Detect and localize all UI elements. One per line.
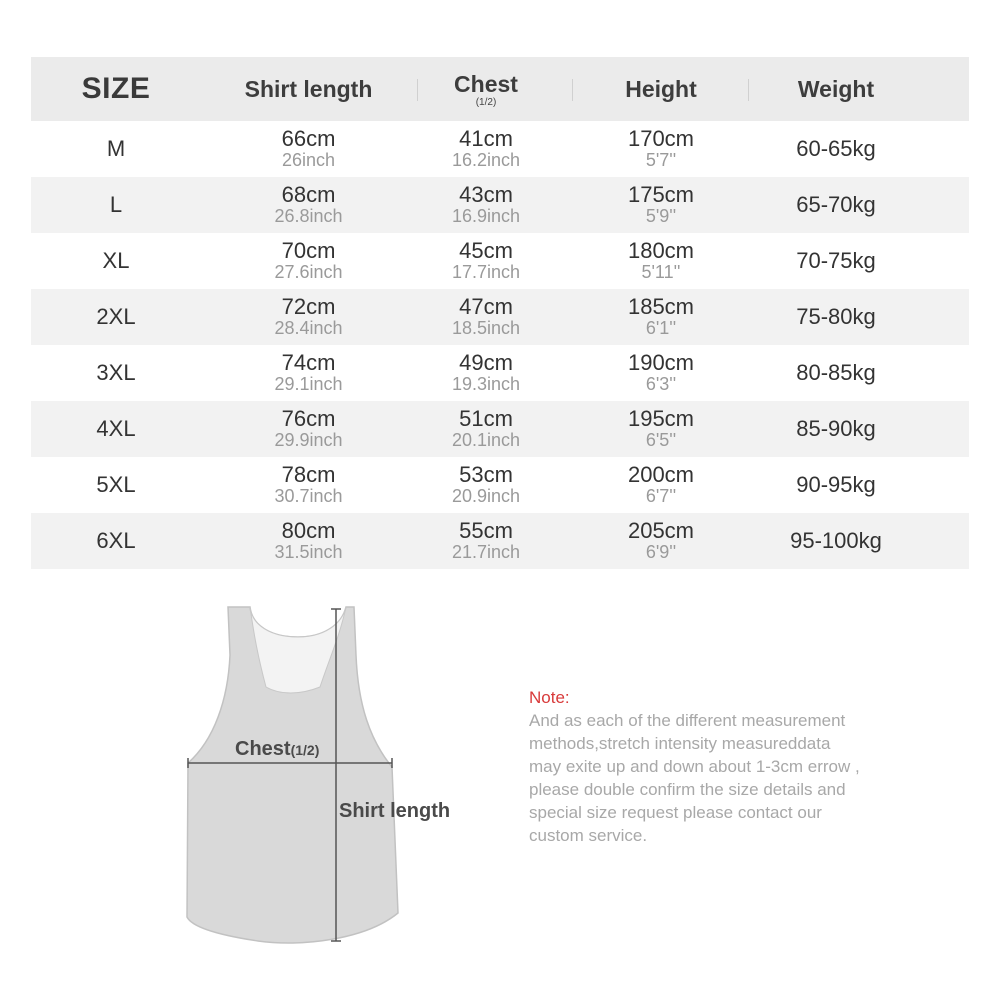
note-line: methods,stretch intensity measureddata: [529, 734, 831, 753]
size-value: 2XL: [96, 304, 136, 329]
chest-inch: 19.3inch: [451, 374, 521, 394]
chest-inch: 17.7inch: [451, 262, 521, 282]
chest-inch: 20.9inch: [451, 486, 521, 506]
chest-inch: 18.5inch: [451, 318, 521, 338]
size-value: 6XL: [96, 528, 136, 553]
note-line: special size request please contact our: [529, 803, 822, 822]
weight-value: 75-80kg: [796, 304, 876, 329]
chest-cm: 49cm: [459, 350, 513, 375]
chest-cm: 43cm: [459, 182, 513, 207]
header-chest: [401, 57, 571, 121]
height-cm: 200cm: [627, 462, 695, 487]
table-row: [31, 121, 969, 177]
header-shirt-length-label: Shirt length: [244, 75, 373, 102]
height-ft: 6'9'': [645, 542, 677, 562]
header-size: [31, 57, 201, 121]
length-cm: 80cm: [281, 518, 336, 543]
table-row: [31, 513, 969, 569]
header-height: [576, 57, 746, 121]
size-value: L: [109, 192, 123, 217]
length-inch: 29.1inch: [274, 374, 343, 394]
size-value: XL: [102, 248, 130, 273]
table-row: [31, 401, 969, 457]
height-cm: 190cm: [627, 350, 695, 375]
size-value: 4XL: [96, 416, 136, 441]
note-line: And as each of the different measurement: [529, 711, 846, 730]
length-inch: 28.4inch: [274, 318, 343, 338]
length-inch: 29.9inch: [274, 430, 343, 450]
chest-inch: 21.7inch: [451, 542, 521, 562]
weight-value: 85-90kg: [796, 416, 876, 441]
length-diagram-label: Shirt length: [339, 800, 451, 822]
height-cm: 205cm: [627, 518, 695, 543]
note-line: custom service.: [529, 826, 648, 845]
chest-cm: 41cm: [459, 126, 513, 151]
chest-cm: 53cm: [459, 462, 513, 487]
note-line: please double confirm the size details and: [529, 780, 846, 799]
table-row: [31, 345, 969, 401]
note-title: Note:: [529, 688, 570, 707]
height-ft: 5'9'': [645, 206, 677, 226]
length-cm: 76cm: [281, 406, 336, 431]
table-row: [31, 177, 969, 233]
header-size-label: SIZE: [81, 72, 151, 105]
chest-inch: 16.2inch: [451, 150, 521, 170]
height-ft: 5'7'': [645, 150, 677, 170]
weight-value: 90-95kg: [796, 472, 876, 497]
length-inch: 26.8inch: [274, 206, 343, 226]
weight-value: 95-100kg: [790, 528, 882, 553]
size-value: M: [106, 136, 126, 161]
weight-value: 70-75kg: [796, 248, 876, 273]
weight-value: 80-85kg: [796, 360, 876, 385]
height-cm: 185cm: [627, 294, 695, 319]
table-row: [31, 457, 969, 513]
length-cm: 66cm: [281, 126, 336, 151]
length-inch: 27.6inch: [274, 262, 343, 282]
height-cm: 170cm: [627, 126, 695, 151]
length-inch: 26inch: [281, 150, 336, 170]
table-row: [31, 233, 969, 289]
header-weight: [751, 57, 921, 121]
chest-diagram-text: Chest: [235, 738, 291, 760]
header-height-label: Height: [625, 75, 697, 102]
length-cm: 74cm: [281, 350, 336, 375]
length-cm: 78cm: [281, 462, 336, 487]
note-line: may exite up and down about 1-3cm errow ,: [529, 757, 860, 776]
note-block: [529, 686, 929, 847]
table-header: [31, 57, 969, 121]
tank-top-diagram: [170, 595, 490, 955]
chest-inch: 16.9inch: [451, 206, 521, 226]
chest-cm: 47cm: [459, 294, 513, 319]
header-divider: [572, 79, 573, 101]
header-weight-label: Weight: [797, 75, 875, 102]
height-ft: 6'5'': [645, 430, 677, 450]
height-cm: 195cm: [627, 406, 695, 431]
length-inch: 30.7inch: [274, 486, 343, 506]
header-divider: [748, 79, 749, 101]
chest-diagram-label: [235, 738, 319, 761]
header-chest-label: Chest: [454, 70, 518, 97]
height-ft: 6'7'': [645, 486, 677, 506]
weight-value: 60-65kg: [796, 136, 876, 161]
length-cm: 68cm: [281, 182, 336, 207]
size-value: 5XL: [96, 472, 136, 497]
table-row: [31, 289, 969, 345]
chest-diagram-sub: (1/2): [290, 742, 320, 758]
chest-cm: 45cm: [459, 238, 513, 263]
size-value: 3XL: [96, 360, 136, 385]
height-ft: 5'11'': [641, 262, 681, 282]
weight-value: 65-70kg: [796, 192, 876, 217]
height-cm: 175cm: [627, 182, 695, 207]
chest-inch: 20.1inch: [451, 430, 521, 450]
chest-cm: 55cm: [459, 518, 513, 543]
height-ft: 6'3'': [645, 374, 677, 394]
length-cm: 72cm: [281, 294, 336, 319]
header-chest-sub: (1/2): [475, 96, 497, 108]
size-chart-table: [31, 57, 969, 569]
header-shirt-length: [221, 57, 396, 121]
height-cm: 180cm: [627, 238, 695, 263]
length-inch: 31.5inch: [274, 542, 343, 562]
length-cm: 70cm: [281, 238, 336, 263]
height-ft: 6'1'': [645, 318, 677, 338]
chest-cm: 51cm: [459, 406, 513, 431]
